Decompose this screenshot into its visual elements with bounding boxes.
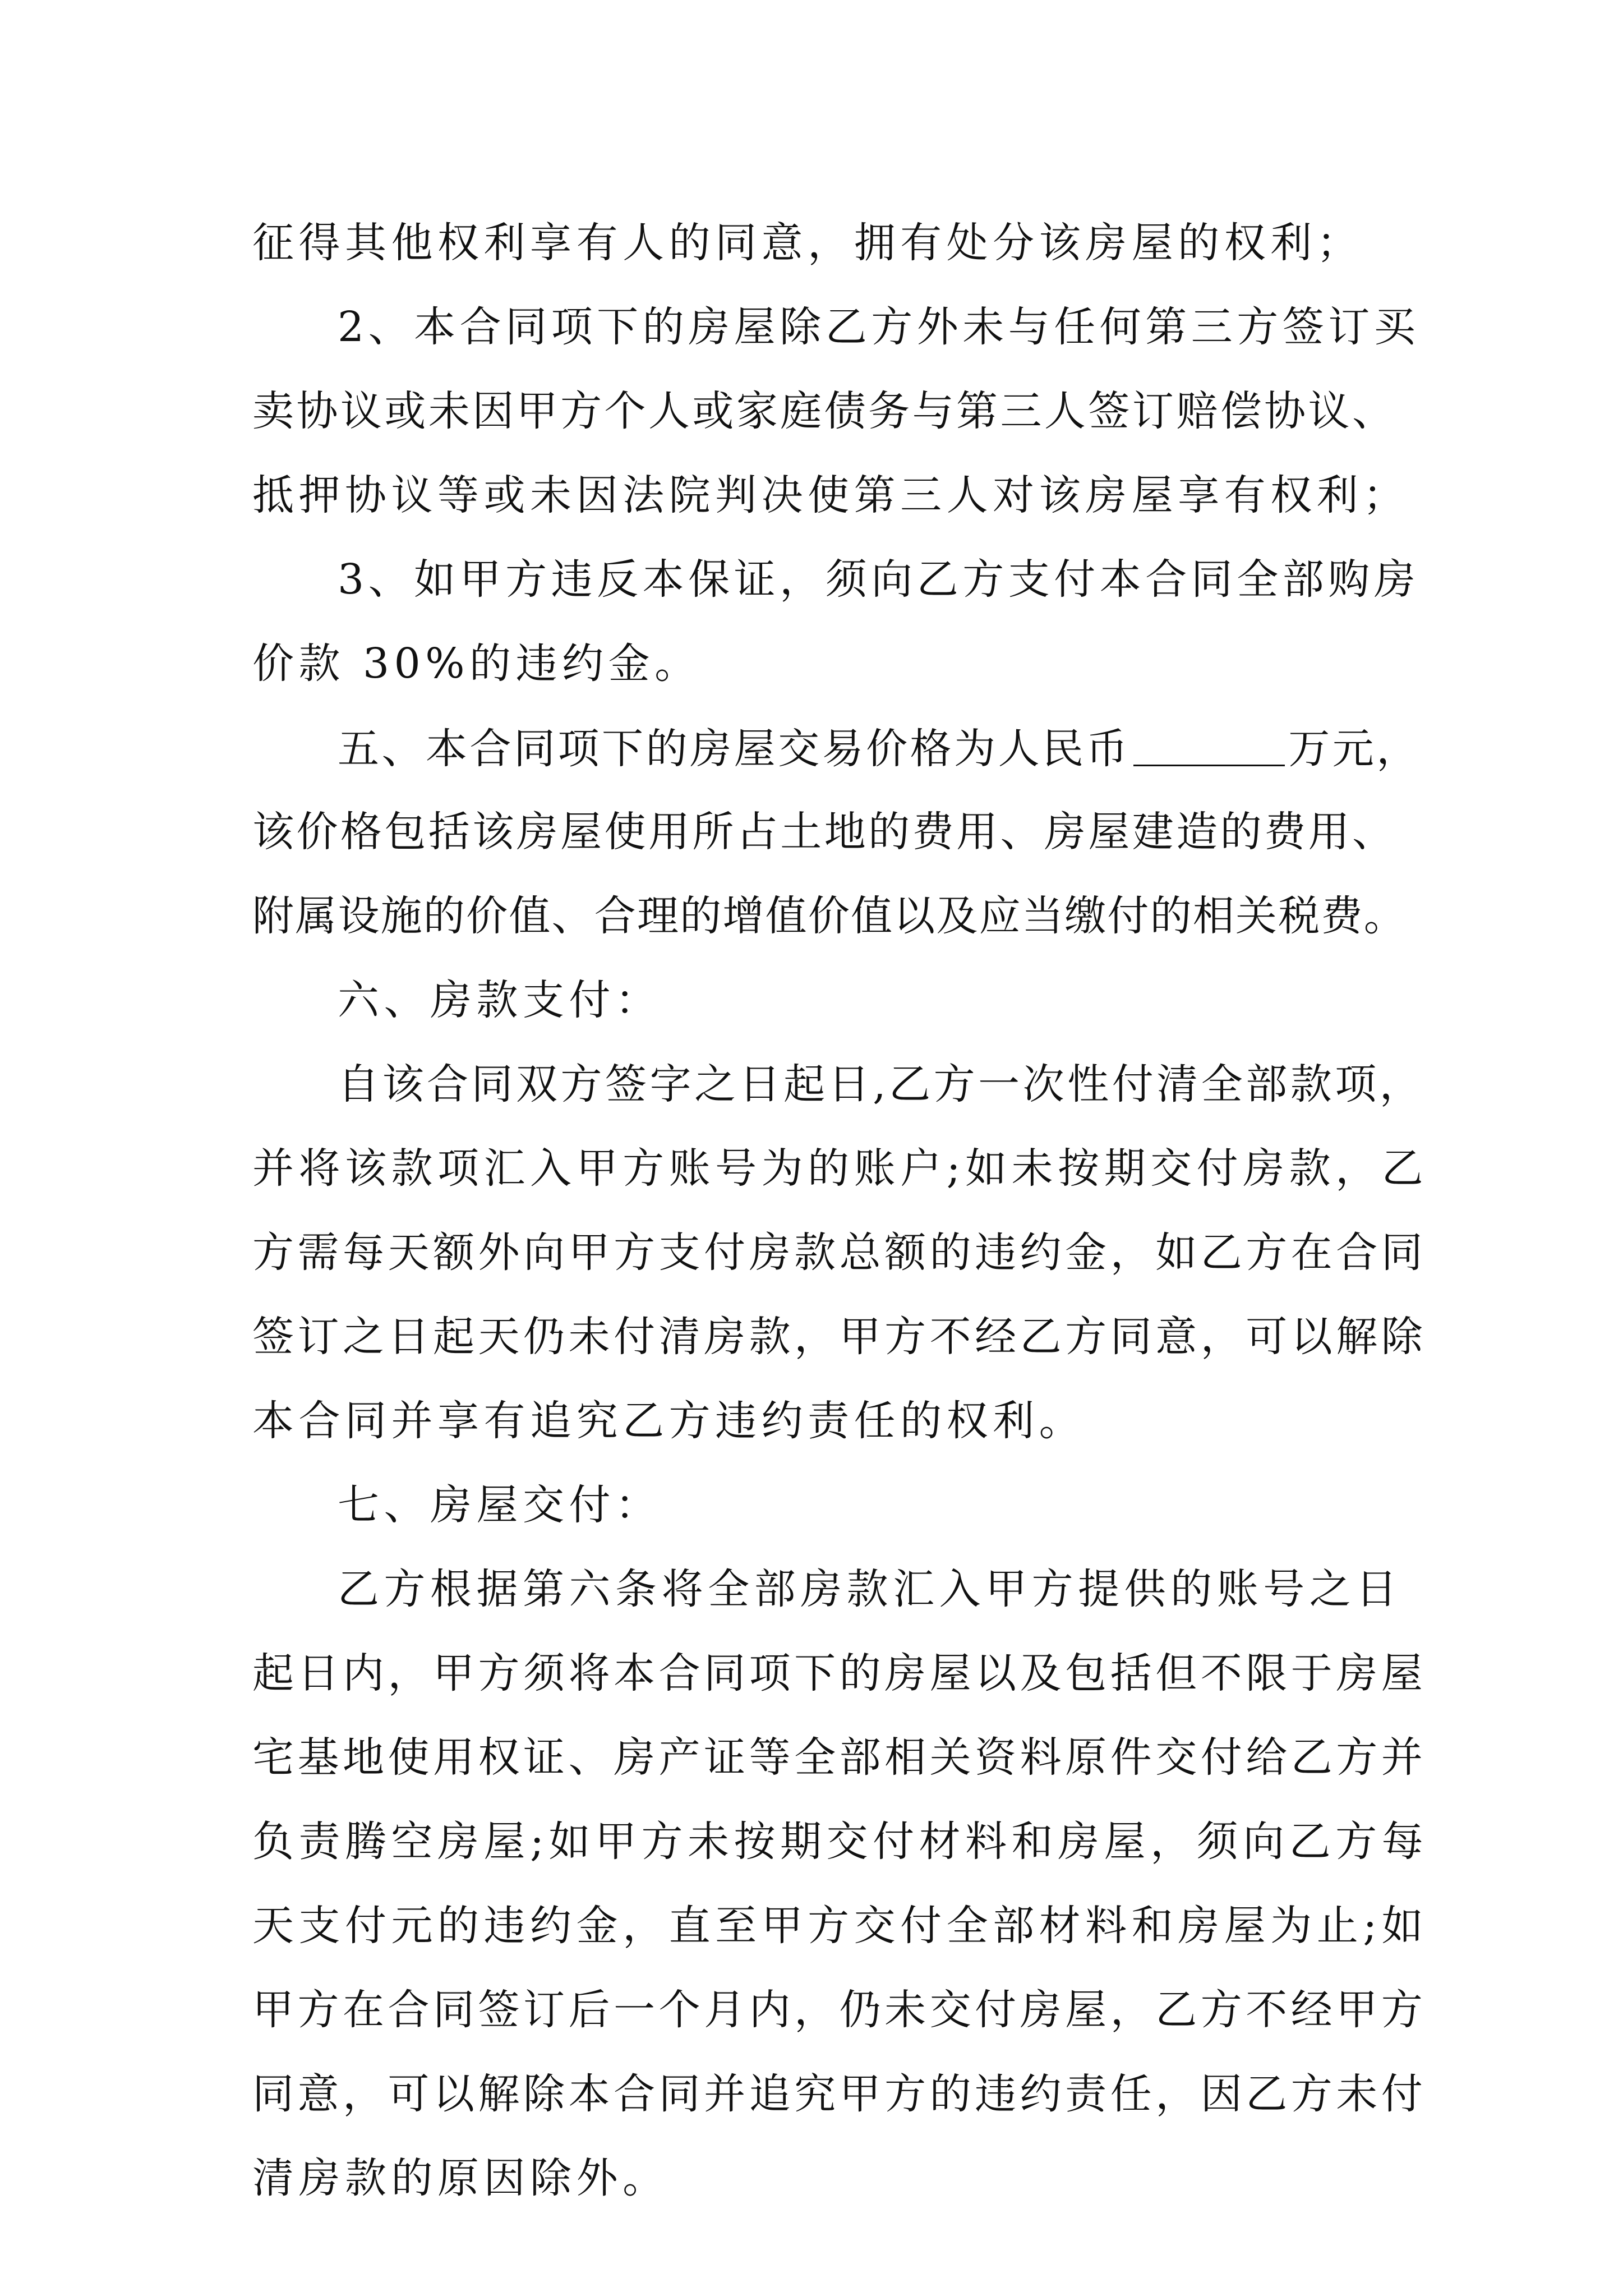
text-line: 天支付元的违约金，直至甲方交付全部材料和房屋为止;如: [252, 1902, 1428, 1950]
text-line: 征得其他权利享有人的同意，拥有处分该房屋的权利；: [252, 219, 1363, 267]
text-line: 并将该款项汇入甲方账号为的账户;如未按期交付房款，乙: [252, 1144, 1428, 1193]
text-line: 该价格包括该房屋使用所占土地的费用、房屋建造的费用、: [252, 808, 1396, 856]
text-line: 清房款的原因除外。: [252, 2154, 669, 2202]
price-text-before: 五、本合同项下的房屋交易价格为人民币: [338, 725, 1131, 773]
text-line: 同意，可以解除本合同并追究甲方的违约责任，因乙方未付: [252, 2070, 1427, 2118]
text-line: 甲方在合同签订后一个月内，仍未交付房屋，乙方不经甲方: [252, 1986, 1427, 2034]
price-blank: [1133, 723, 1285, 766]
text-line: 负责腾空房屋;如甲方未按期交付材料和房屋，须向乙方每: [252, 1818, 1428, 1866]
text-line: 签订之日起天仍未付清房款，甲方不经乙方同意，可以解除: [252, 1313, 1427, 1361]
text-line: 卖协议或未因甲方个人或家庭债务与第三人签订赔偿协议、: [252, 387, 1396, 435]
section-heading: 六、房款支付：: [338, 976, 662, 1024]
text-line: 方需每天额外向甲方支付房款总额的违约金，如乙方在合同: [252, 1228, 1427, 1277]
text-line: 抵押协议等或未因法院判决使第三人对该房屋享有权利；: [252, 471, 1409, 519]
text-line: 附属设施的价值、合理的增值价值以及应当缴付的相关税费。: [252, 892, 1407, 940]
section-heading: 七、房屋交付：: [338, 1481, 662, 1529]
text-line: 宅基地使用权证、房产证等全部相关资料原件交付给乙方并: [252, 1733, 1427, 1782]
text-line: 乙方根据第六条将全部房款汇入甲方提供的账号之日: [338, 1565, 1402, 1613]
text-line: 价款 30%的违约金。: [252, 639, 701, 688]
price-line: [338, 720, 1430, 776]
price-text-after: 万元，: [1288, 725, 1421, 773]
text-line: 起日内，甲方须将本合同项下的房屋以及包括但不限于房屋: [252, 1649, 1427, 1697]
text-line: 自该合同双方签字之日起日,乙方一次性付清全部款项，: [338, 1060, 1424, 1108]
text-line: 2、本合同项下的房屋除乙方外未与任何第三方签订买: [338, 303, 1420, 351]
text-line: 3、如甲方违反本保证，须向乙方支付本合同全部购房: [338, 555, 1420, 604]
text-line: 本合同并享有追究乙方违约责任的权利。: [252, 1397, 1086, 1445]
